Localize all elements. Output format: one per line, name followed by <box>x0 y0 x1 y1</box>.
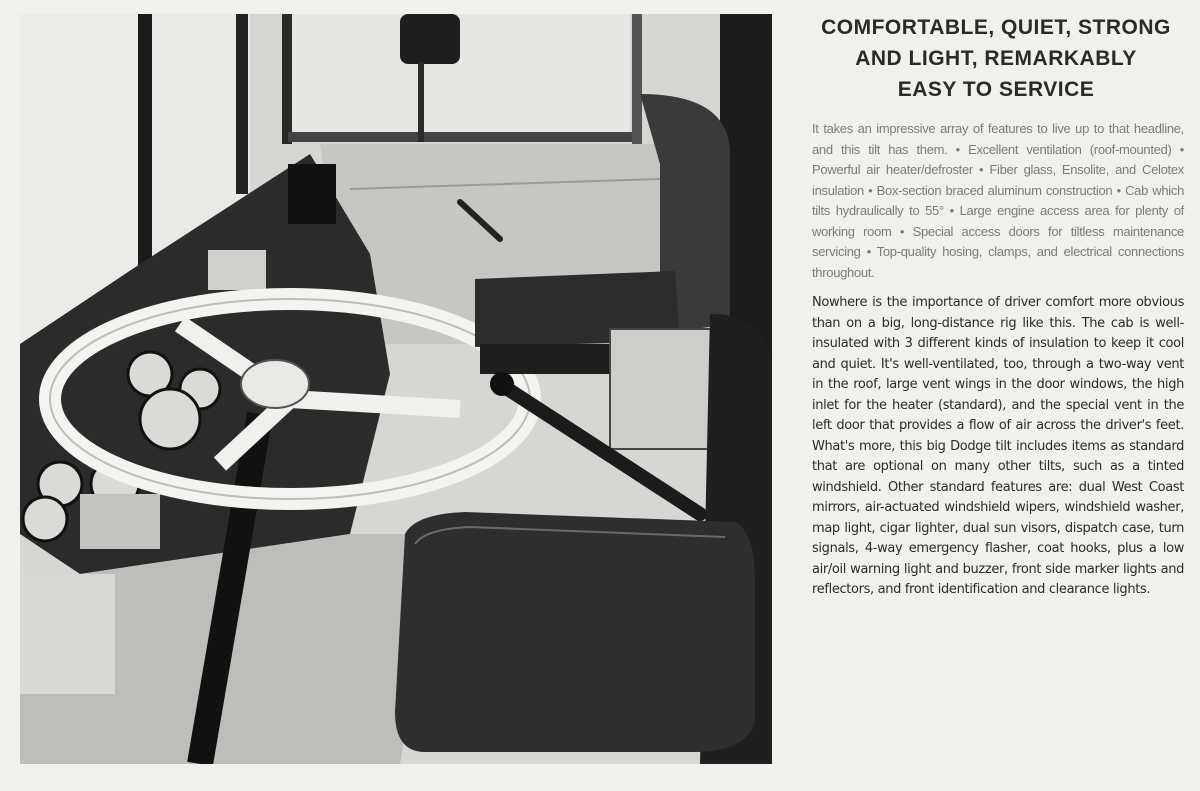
headline-line-1: COMFORTABLE, QUIET, STRONG <box>821 16 1171 39</box>
headline <box>808 12 1184 105</box>
feature-text-column <box>808 12 1184 782</box>
dispatch-case <box>610 329 720 449</box>
intro-paragraph: It takes an impressive array of features to live up to that headline, and this tilt has them. • Excellent ventilation (roof-mounted) • Powerful air heater/defroster • Fiber glass, Ensolite, and Celotex insulation • Box-section braced aluminum construction • Cab which tilts hydraulically to 55° • Large engine access area for plenty of working room • Special access doors for tiltless maintenance servicing • Top-quality hosing, clamps, and electrical connections throughout. <box>812 121 1184 280</box>
headline-line-3: EASY TO SERVICE <box>897 78 1095 101</box>
body-paragraph: Nowhere is the importance of driver comfort more obvious than on a big, long-distance rig like this. The cab is well-insulated with 3 different kinds of insulation to keep it cool and quiet. It's well-ventilated, too, through a two-way vent in the roof, large vent wings in the door windows, the high inlet for the heater (standard), and the special vent in the left door that provides a flow of air across the driver's feet. What's more, this big Dodge tilt includes items as standard that are optional on many other tilts, such as a tinted windshield. Other standard features are: dual West Coast mirrors, air-actuated windshield wipers, windshield washer, map light, cigar lighter, dual sun visors, dispatch case, turn signals, 4-way emergency flasher, coat hooks, plus a low air/oil warning light and buzzer, front side marker lights and reflectors, and front identification and clearance lights. <box>812 295 1184 597</box>
cab-interior-illustration <box>20 14 772 764</box>
instrument-cluster <box>80 494 160 549</box>
driver-seat-cushion <box>395 512 755 752</box>
cab-interior-photo <box>20 14 772 764</box>
mirror-icon <box>400 14 460 64</box>
headline-line-2: AND LIGHT, REMARKABLY <box>855 47 1137 70</box>
